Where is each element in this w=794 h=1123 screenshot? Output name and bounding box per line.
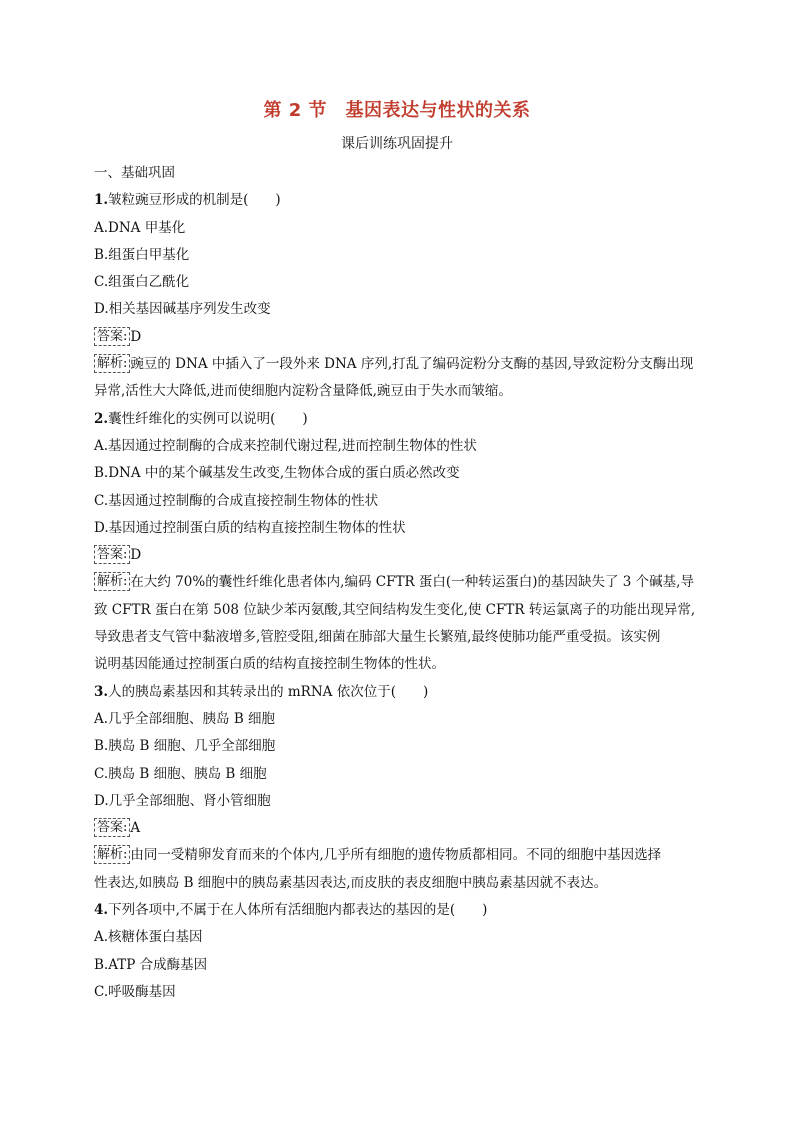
answer-line [94,324,704,351]
question-number: 2. [94,410,109,427]
question-4 [94,897,704,1006]
option: B.胰岛 B 细胞、几乎全部细胞 [94,738,276,755]
question-text: 囊性纤维化的实例可以说明( ) [108,410,308,427]
option: D.几乎全部细胞、肾小管细胞 [94,792,271,809]
question-stem [94,679,704,706]
option: C.组蛋白乙酰化 [94,274,190,291]
analysis-label: 解析: [94,845,130,864]
analysis-line: 性表达,如胰岛 B 细胞中的胰岛素基因表达,而皮肤的表皮细胞中胰岛素基因就不表达。 [94,874,608,891]
analysis-line [94,569,704,596]
analysis-text: 由同一受精卵发育而来的个体内,几乎所有细胞的遗传物质都相同。不同的细胞中基因选择 [130,847,662,864]
analysis-line: 致 CFTR 蛋白在第 508 位缺少苯丙氨酸,其空间结构发生变化,使 CFTR 转运氯离子的功能出现异常, [94,601,696,618]
option: C.胰岛 B 细胞、胰岛 B 细胞 [94,765,267,782]
option: C.基因通过控制酶的合成直接控制生物体的性状 [94,492,379,509]
option: A.几乎全部细胞、胰岛 B 细胞 [94,710,276,727]
question-text: 皱粒豌豆形成的机制是( ) [108,192,281,209]
question-text: 下列各项中,不属于在人体所有活细胞内都表达的基因的是( ) [108,902,488,919]
question-3 [94,679,704,897]
question-text: 人的胰岛素基因和其转录出的 mRNA 依次位于( ) [108,683,429,700]
analysis-text: 豌豆的 DNA 中插入了一段外来 DNA 序列,打乱了编码淀粉分支酶的基因,导致淀粉分支酶出现 [130,356,694,373]
option: B.DNA 中的某个碱基发生改变,生物体合成的蛋白质必然改变 [94,465,460,482]
question-2 [94,406,704,679]
answer-line [94,815,704,842]
question-number: 3. [94,683,109,700]
question-1 [94,187,704,405]
answer-value: D [130,547,142,564]
question-number: 1. [94,192,109,209]
option: B.组蛋白甲基化 [94,246,190,263]
answer-label: 答案: [94,327,130,346]
option: C.呼吸酶基因 [94,983,176,1000]
section-heading: 一、基础巩固 [94,165,175,181]
analysis-label: 解析: [94,572,130,591]
option: D.相关基因碱基序列发生改变 [94,301,271,318]
option: B.ATP 合成酶基因 [94,956,208,973]
option: A.核糖体蛋白基因 [94,929,203,946]
option: A.DNA 甲基化 [94,219,186,236]
answer-label: 答案: [94,818,130,837]
analysis-label: 解析: [94,354,130,373]
question-number: 4. [94,902,109,919]
analysis-line [94,842,704,869]
answer-line [94,542,704,569]
content [94,160,704,1006]
answer-value: D [130,328,142,345]
option: D.基因通过控制蛋白质的结构直接控制生物体的性状 [94,519,406,536]
option: A.基因通过控制酶的合成来控制代谢过程,进而控制生物体的性状 [94,437,477,454]
answer-label: 答案: [94,545,130,564]
analysis-line: 说明基因能通过控制蛋白质的结构直接控制生物体的性状。 [94,656,445,673]
analysis-line: 导致患者支气管中黏液增多,管腔受阻,细菌在肺部大量生长繁殖,最终使肺功能严重受损。该实例 [94,629,661,646]
question-stem [94,406,704,433]
question-stem [94,187,704,214]
page-subtitle: 课后训练巩固提升 [341,136,453,152]
analysis-line [94,351,704,378]
question-stem [94,897,704,924]
answer-value: A [130,820,141,837]
analysis-line: 异常,活性大大降低,进而使细胞内淀粉含量降低,豌豆由于失水而皱缩。 [94,383,512,400]
page-title: 第 2 节 基因表达与性状的关系 [263,100,531,121]
analysis-text: 在大约 70%的囊性纤维化患者体内,编码 CFTR 蛋白(一种转运蛋白)的基因缺失了 3 个碱基,导 [130,574,694,591]
